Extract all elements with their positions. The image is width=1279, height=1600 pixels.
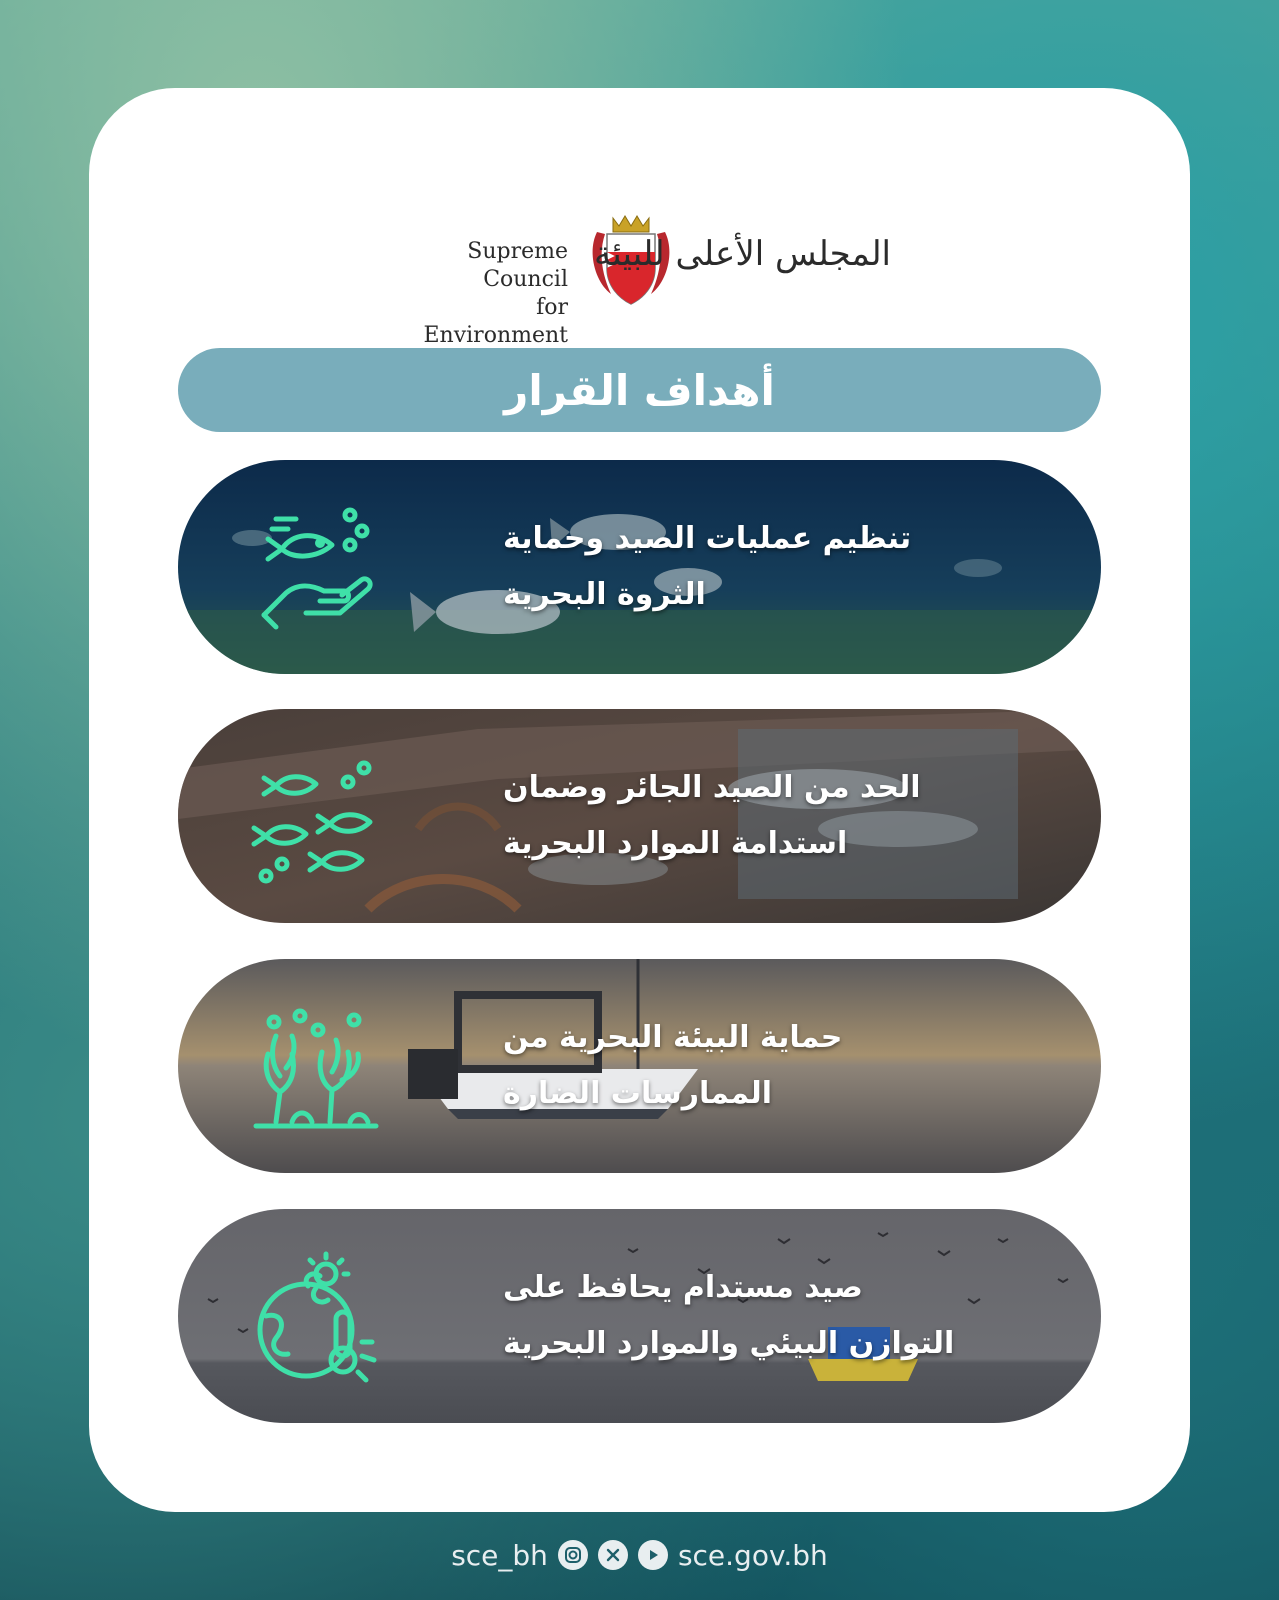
goal-text <box>503 959 1023 1173</box>
goal-line-1: الحد من الصيد الجائر وضمان <box>503 770 921 805</box>
goal-line-2: التوازن البيئي والموارد البحرية <box>503 1326 955 1361</box>
goal-line-1: تنظيم عمليات الصيد وحماية <box>503 521 912 556</box>
section-title-pill <box>178 348 1101 432</box>
goal-text <box>503 709 1023 923</box>
goal-text <box>503 460 1023 674</box>
goal-text <box>503 1209 1023 1423</box>
coral-reef-icon <box>246 996 386 1136</box>
instagram-icon[interactable] <box>558 1540 588 1570</box>
goal-line-2: استدامة الموارد البحرية <box>503 826 848 861</box>
goal-item <box>178 1209 1101 1423</box>
goal-item <box>178 709 1101 923</box>
content-card <box>89 88 1190 1512</box>
brand-name-english: Supreme Council for Environment <box>423 239 568 348</box>
goal-line-2: الممارسات الضارة <box>503 1076 773 1111</box>
website-link[interactable]: sce.gov.bh <box>677 1538 828 1572</box>
brand-header <box>89 212 1190 348</box>
fish-school-icon <box>246 746 386 886</box>
social-handle[interactable]: sce_bh <box>451 1538 548 1572</box>
youtube-icon[interactable] <box>638 1540 668 1570</box>
fish-in-hand-icon <box>246 497 386 637</box>
x-twitter-icon[interactable] <box>598 1540 628 1570</box>
globe-climate-icon <box>246 1246 386 1386</box>
brand-name-arabic: المجلس الأعلى للبيئة <box>594 234 891 274</box>
goal-item <box>178 959 1101 1173</box>
goal-line-2: الثروة البحرية <box>503 577 706 612</box>
goal-line-1: صيد مستدام يحافظ على <box>503 1270 863 1305</box>
footer-social <box>0 1530 1279 1580</box>
section-title: أهداف القرار <box>504 365 775 415</box>
goal-line-1: حماية البيئة البحرية من <box>503 1020 843 1055</box>
goal-item <box>178 460 1101 674</box>
